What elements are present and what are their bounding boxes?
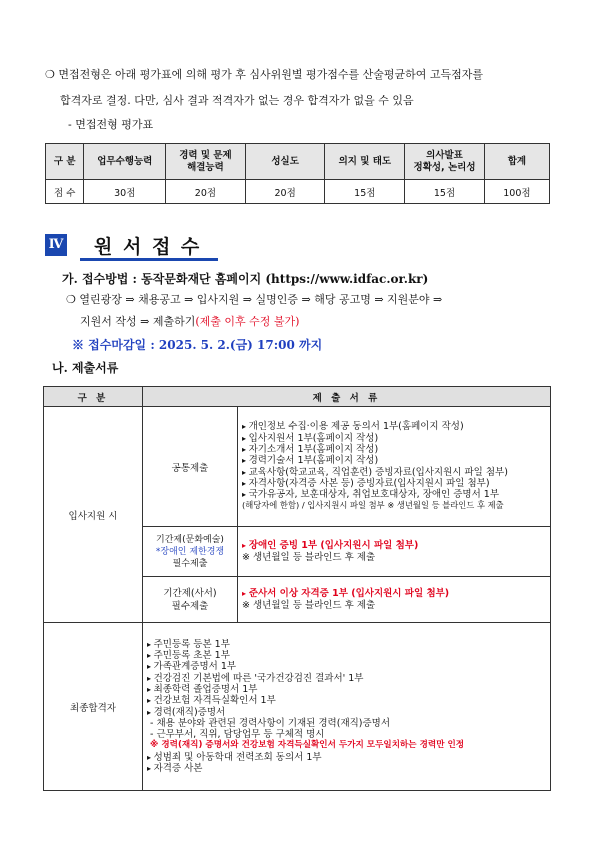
section-title: 원 서 접 수 bbox=[94, 236, 202, 258]
method-steps-line-1: ❍ 열린광장 ⇒ 채용공고 ⇒ 입사지원 ⇒ 실명인증 ⇒ 해당 공고명 ⇒ 지원분야 ⇒ bbox=[66, 293, 443, 306]
common-docs bbox=[238, 407, 551, 527]
clerk-label-2: 필수제출 bbox=[171, 600, 209, 612]
score-cell: 20점 bbox=[166, 180, 246, 204]
score-header: 업무수행능력 bbox=[84, 144, 166, 180]
apply-label: 입사지원 시 bbox=[44, 407, 143, 623]
doc-item: ▸ 성범죄 및 아동학대 전력조회 동의서 1부 bbox=[147, 752, 546, 763]
doc-item: ▸ 교육사항(학교교육, 직업훈련) 증빙자료(입사지원시 파일 첨부) bbox=[242, 467, 546, 478]
method-steps-line-2 bbox=[80, 315, 299, 329]
score-cell: 점 수 bbox=[46, 180, 84, 204]
doc-item: ▸ 건강보험 자격득실확인서 1부 bbox=[147, 695, 546, 706]
clerk-label bbox=[143, 577, 238, 623]
score-header: 의사발표 정확성, 논리성 bbox=[405, 144, 485, 180]
culture-label bbox=[143, 527, 238, 577]
method-steps-text: 지원서 작성 ⇒ 제출하기 bbox=[80, 315, 196, 328]
doc-item: ▸ 개인정보 수집·이용 제공 동의서 1부(홈페이지 작성) bbox=[242, 421, 546, 432]
score-cell: 20점 bbox=[245, 180, 325, 204]
score-cell: 100점 bbox=[484, 180, 549, 204]
score-header: 경력 및 문제 해결능력 bbox=[166, 144, 246, 180]
doc-subitem: - 근무부서, 직위, 담당업무 등 구체적 명시 bbox=[150, 729, 325, 741]
doc-note: ※ 생년월일 등 블라인드 후 제출 bbox=[242, 551, 376, 563]
doc-item: ▸ 가족관계증명서 1부 bbox=[147, 661, 546, 672]
final-label: 최종합격자 bbox=[44, 623, 143, 791]
doc-item: ▸ 자격증 사본 bbox=[147, 763, 546, 774]
culture-docs bbox=[238, 527, 551, 577]
section-underline bbox=[80, 258, 218, 261]
doc-item: ▸ 주민등록 초본 1부 bbox=[147, 650, 546, 661]
intro-line-3: - 면접전형 평가표 bbox=[68, 118, 154, 131]
doc-item: ▸ 주민등록 등본 1부 bbox=[147, 639, 546, 650]
section-number-box: Ⅳ bbox=[45, 234, 67, 256]
doc-item: ▸ 입사지원서 1부(홈페이지 작성) bbox=[242, 433, 546, 444]
score-header: 의지 및 태도 bbox=[325, 144, 405, 180]
docs-heading: 나. 제출서류 bbox=[52, 361, 119, 375]
docs-col-header: 구 분 bbox=[44, 387, 143, 407]
final-docs bbox=[143, 623, 551, 791]
culture-label-3: 필수제출 bbox=[172, 558, 208, 569]
doc-item: ▸ 준사서 이상 자격증 1부 (입사지원시 파일 첨부) bbox=[242, 588, 546, 599]
score-cell: 15점 bbox=[325, 180, 405, 204]
deadline: ※ 접수마감일 : 2025. 5. 2.(금) 17:00 까지 bbox=[72, 338, 323, 352]
score-cell: 15점 bbox=[405, 180, 485, 204]
score-cell: 30점 bbox=[84, 180, 166, 204]
intro-line-1: ❍ 면접전형은 아래 평가표에 의해 평가 후 심사위원별 평가점수를 산술평균하여 고득점자를 bbox=[45, 68, 483, 81]
doc-item: ▸ 자격사항(자격증 사본 등) 증빙자료(입사지원시 파일 첨부) bbox=[242, 478, 546, 489]
intro-line-2: 합격자로 결정. 다만, 심사 결과 적격자가 없는 경우 합격자가 없을 수 있음 bbox=[60, 94, 414, 107]
score-header: 구 분 bbox=[46, 144, 84, 180]
doc-item: ▸ 장애인 증빙 1부 (입사지원시 파일 첨부) bbox=[242, 540, 546, 551]
doc-item: ▸ 경력(재직)증명서 bbox=[147, 707, 546, 718]
docs-table bbox=[43, 386, 551, 791]
clerk-label-1: 기간제(사서) bbox=[163, 587, 217, 599]
score-table bbox=[45, 143, 550, 204]
culture-label-2: *장애인 제한경쟁 bbox=[155, 546, 225, 557]
docs-col-header: 제 출 서 류 bbox=[143, 387, 551, 407]
method-steps-note: (제출 이후 수정 불가) bbox=[195, 315, 300, 328]
doc-item: ▸ 최종학력 졸업증명서 1부 bbox=[147, 684, 546, 695]
doc-note: (해당자에 한함) / 입사지원시 파일 첨부 ※ 생년월일 등 블라인드 후 제출 bbox=[242, 500, 504, 511]
doc-item: ▸ 국가유공자, 보훈대상자, 취업보호대상자, 장애인 증명서 1부 bbox=[242, 489, 546, 500]
score-header: 성실도 bbox=[245, 144, 325, 180]
doc-item: ▸ 건강검진 기본법에 따른 '국가건강검진 결과서' 1부 bbox=[147, 673, 546, 684]
doc-item: ▸ 경력기술서 1부(홈페이지 작성) bbox=[242, 455, 546, 466]
clerk-docs bbox=[238, 577, 551, 623]
score-header: 합계 bbox=[484, 144, 549, 180]
doc-note: ※ 생년월일 등 블라인드 후 제출 bbox=[242, 599, 376, 611]
doc-warning: ※ 경력(재직) 증명서와 건강보험 자격득실확인서 두가지 모두일치하는 경력만 인정 bbox=[150, 740, 465, 751]
doc-subitem: - 채용 분야와 관련된 경력사항이 기재된 경력(재직)증명서 bbox=[150, 717, 391, 729]
culture-label-1: 기간제(문화예술) bbox=[156, 534, 224, 545]
method-heading: 가. 접수방법 : 동작문화재단 홈페이지 (https://www.idfac.or.kr) bbox=[62, 272, 429, 286]
common-label: 공통제출 bbox=[143, 407, 238, 527]
doc-item: ▸ 자기소개서 1부(홈페이지 작성) bbox=[242, 444, 546, 455]
